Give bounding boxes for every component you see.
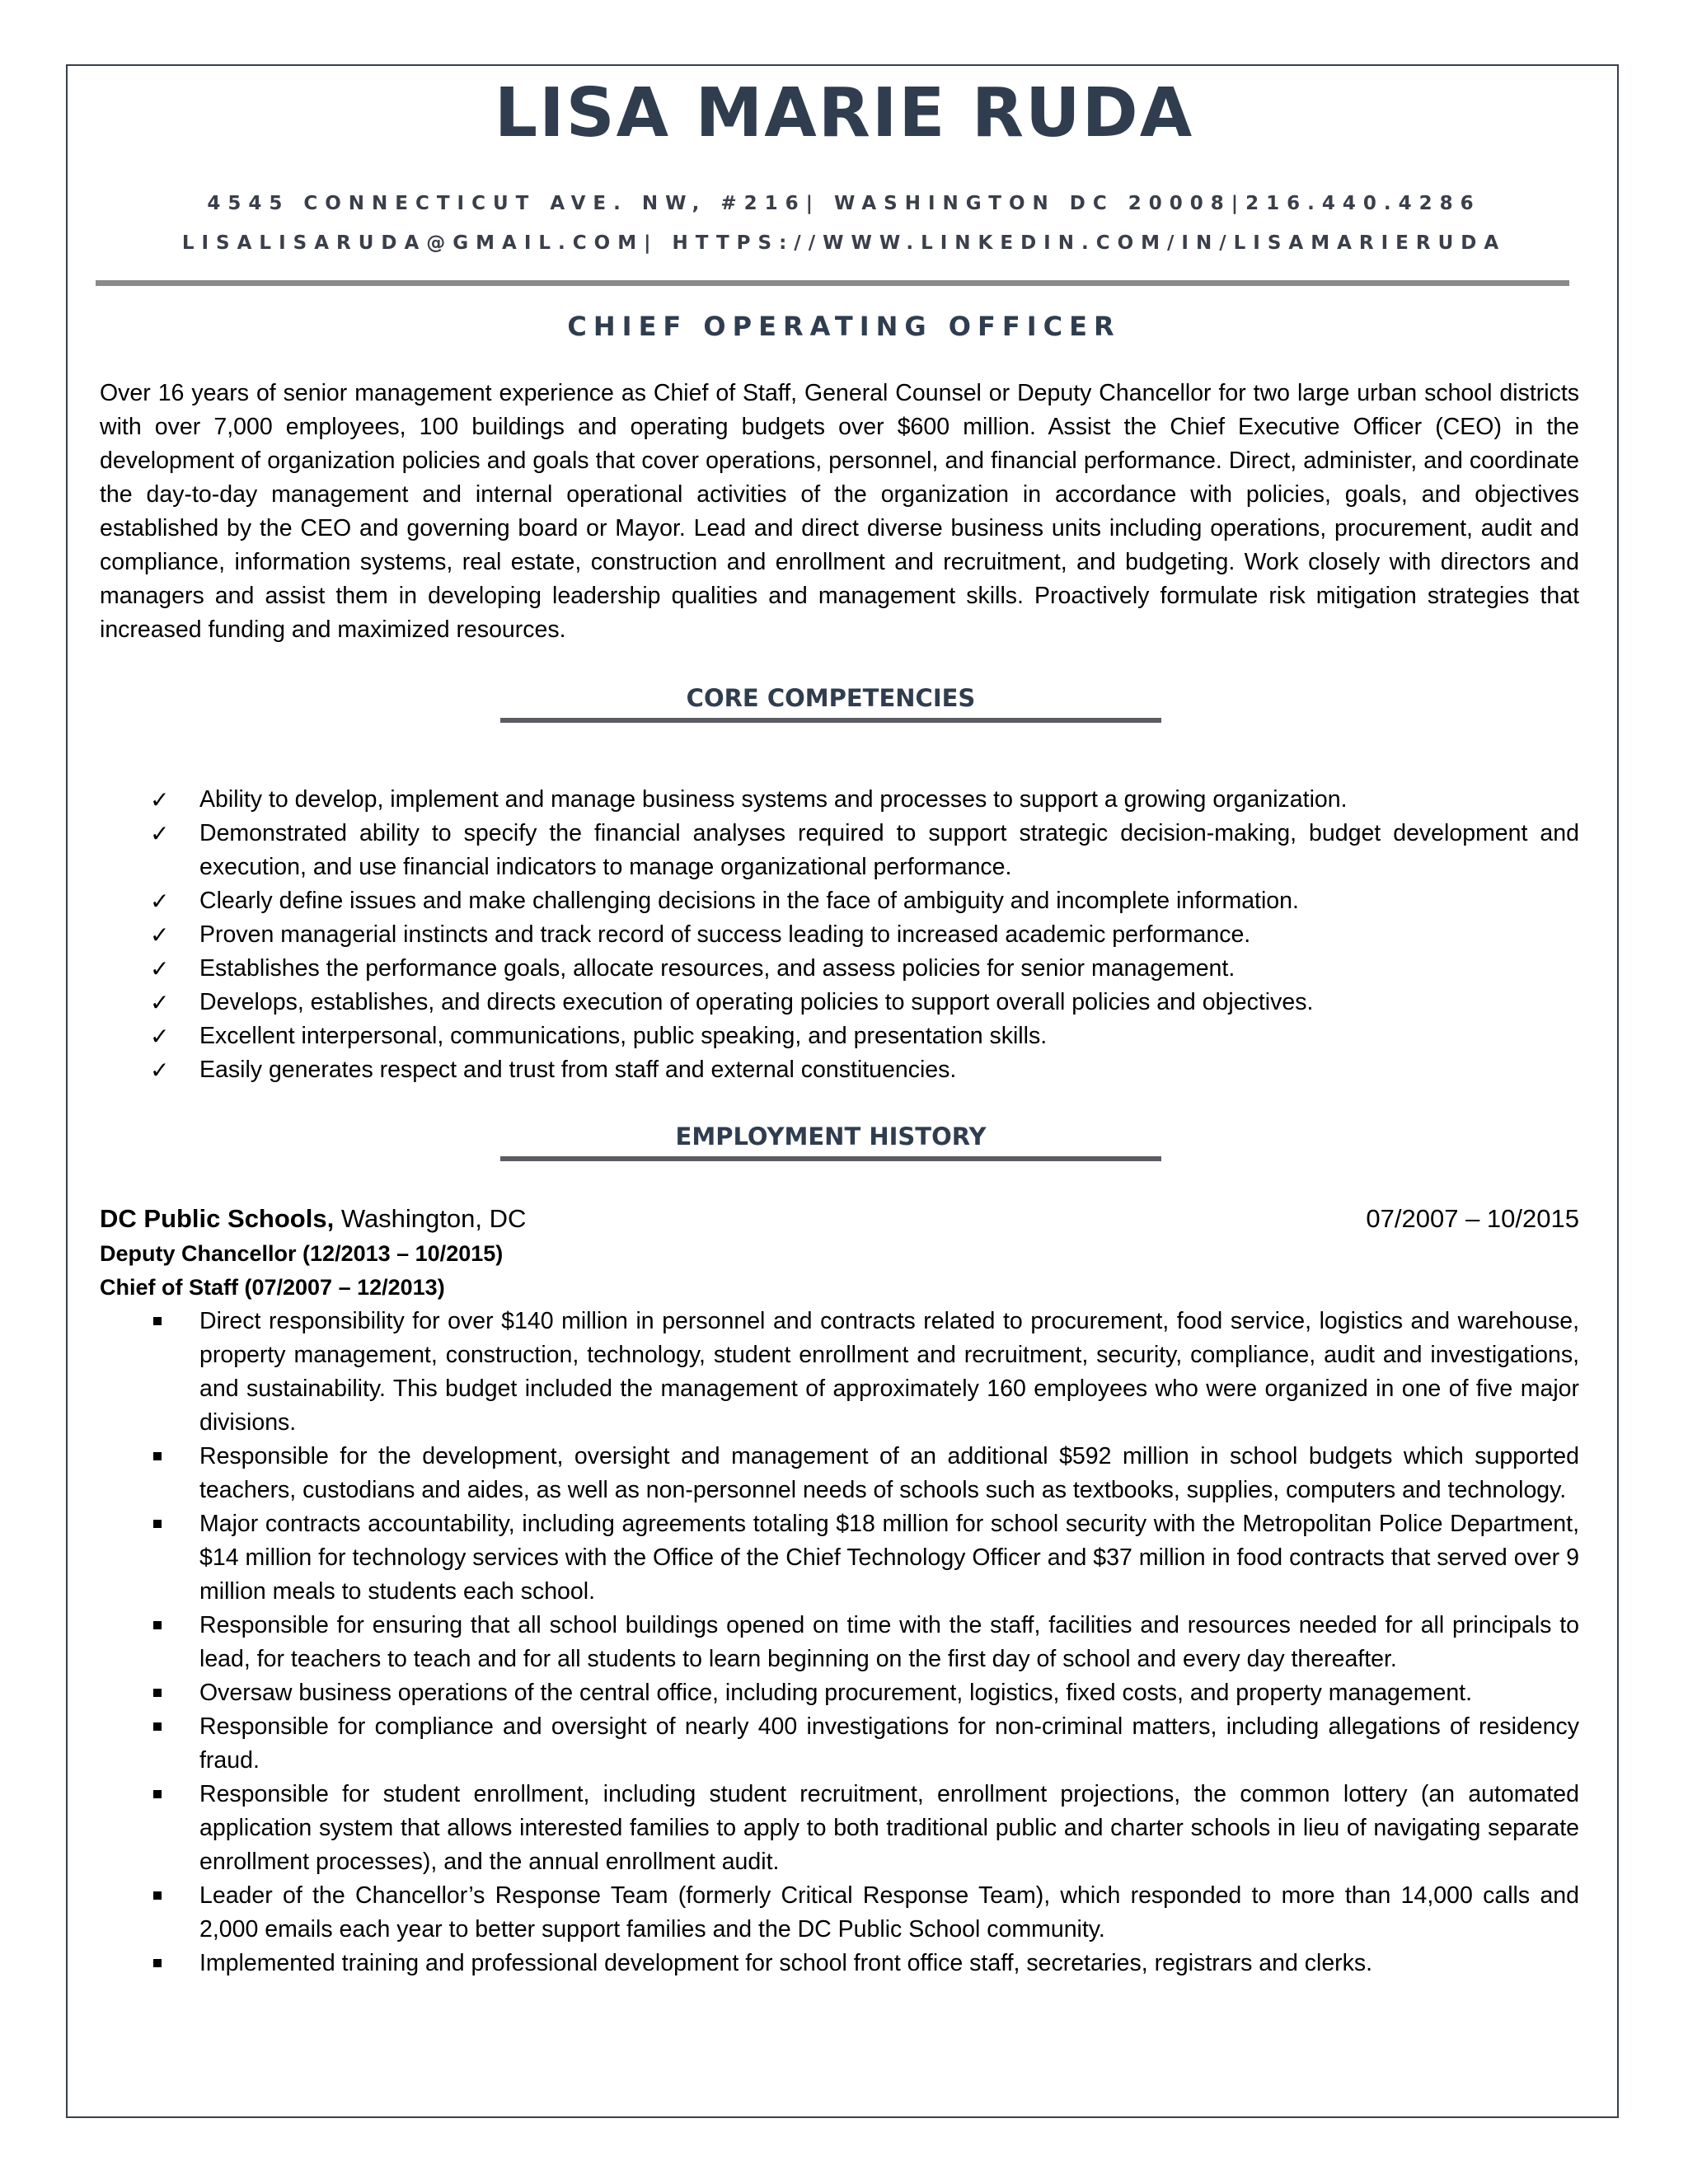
employment-dates: 07/2007 – 10/2015 (1366, 1204, 1579, 1233)
competency-text: Demonstrated ability to specify the financial analyses required to support strategic decision-making, budget development and execution, and use financial indicators to manage organizational performance. (199, 820, 1579, 880)
square-bullet-icon (153, 1891, 162, 1900)
list-item (100, 884, 1579, 918)
list-item (100, 1676, 1579, 1710)
employer-line (100, 1201, 1579, 1237)
competency-text: Excellent interpersonal, communications, public speaking, and presentation skills. (199, 1023, 1048, 1049)
square-bullet-icon (153, 1452, 162, 1460)
candidate-name: LISA MARIE RUDA (494, 74, 1194, 152)
check-icon: ✓ (150, 921, 170, 949)
square-bullet-icon (153, 1520, 162, 1528)
employment-history-heading: EMPLOYMENT HISTORY (675, 1122, 987, 1151)
list-item (100, 952, 1579, 986)
duty-text: Leader of the Chancellor’s Response Team (formerly Critical Response Team), which responded to more than 14,000 calls and 2,000 emails each year to better support families and the DC Public School community. (199, 1882, 1579, 1943)
list-item (100, 1507, 1579, 1609)
list-item (100, 1947, 1579, 1980)
square-bullet-icon (153, 1689, 162, 1697)
duty-text: Responsible for the development, oversight and management of an additional $592 million in school budgets which supported teachers, custodians and aides, as well as non-personnel needs of schools such as textbooks, supplies, computers and technology. (199, 1443, 1579, 1503)
employer-name: DC Public Schools, (100, 1204, 335, 1233)
duties-list (100, 1305, 1579, 1980)
list-item (100, 1305, 1579, 1440)
list-item (100, 1053, 1579, 1087)
duty-text: Direct responsibility for over $140 million in personnel and contracts related to procurement, food service, logistics and warehouse, property management, construction, technology, student enrollment and recruitment, security, compliance, audit and investigations, and sustainability. This budget included the management of approximately 160 employees who were organized in one of five major divisions. (199, 1308, 1579, 1436)
square-bullet-icon (153, 1621, 162, 1629)
role-deputy-chancellor: Deputy Chancellor (12/2013 – 10/2015) (100, 1241, 504, 1266)
competency-text: Establishes the performance goals, allocate resources, and assess policies for senior management. (199, 955, 1236, 982)
summary-paragraph: Over 16 years of senior management experience as Chief of Staff, General Counsel or Deputy Chancellor for two large urban school districts with over 7,000 employees, 100 buildings and operating budgets over $600 million. Assist the Chief Executive Officer (CEO) in the development of organization policies and goals that cover operations, personnel, and financial performance. Direct, administer, and coordinate the day-to-day management and internal operational activities of the organization in accordance with policies, goals, and objectives established by the CEO and governing board or Mayor. Lead and direct diverse business units including operations, procurement, audit and compliance, information systems, real estate, construction and enrollment and recruitment, and budgeting. Work closely with directors and managers and assist them in developing leadership qualities and management skills. Proactively formulate risk mitigation strategies that increased funding and maximized resources. (100, 380, 1579, 643)
duty-text: Responsible for compliance and oversight of nearly 400 investigations for non-criminal matters, including allegations of residency fraud. (199, 1713, 1579, 1774)
employer-location: Washington, DC (334, 1204, 527, 1233)
competency-text: Proven managerial instincts and track record of success leading to increased academic performance. (199, 921, 1251, 948)
square-bullet-icon (153, 1790, 162, 1798)
list-item (100, 986, 1579, 1019)
job-title: CHIEF OPERATING OFFICER (567, 311, 1121, 342)
list-item (100, 918, 1579, 952)
employment-history-divider (500, 1156, 1161, 1161)
duty-text: Oversaw business operations of the central office, including procurement, logistics, fixed costs, and property management. (199, 1680, 1473, 1706)
duty-text: Responsible for ensuring that all school buildings opened on time with the staff, facilities and resources needed for all principals to lead, for teachers to teach and for all students to learn beginning on the first day of school and every day thereafter. (199, 1612, 1579, 1672)
square-bullet-icon (153, 1317, 162, 1325)
list-item (100, 1879, 1579, 1947)
check-icon: ✓ (150, 989, 170, 1016)
list-item (100, 1710, 1579, 1778)
check-icon: ✓ (150, 820, 170, 847)
list-item (100, 817, 1579, 884)
core-competencies-heading: CORE COMPETENCIES (686, 684, 976, 712)
check-icon: ✓ (150, 786, 170, 813)
list-item (100, 1609, 1579, 1676)
core-competencies-divider (500, 718, 1161, 723)
duty-text: Responsible for student enrollment, including student recruitment, enrollment projections, the common lottery (an automated application system that allows interested families to apply to both traditional public and charter schools in lieu of navigating separate enrollment processes), and the annual enrollment audit. (199, 1781, 1579, 1875)
list-item (100, 1440, 1579, 1507)
header-divider (96, 280, 1569, 286)
check-icon: ✓ (150, 888, 170, 915)
duty-text: Implemented training and professional development for school front office staff, secretaries, registrars and clerks. (199, 1950, 1373, 1976)
list-item (100, 783, 1579, 817)
check-icon: ✓ (150, 1057, 170, 1084)
competency-text: Develops, establishes, and directs execution of operating policies to support overall policies and objectives. (199, 989, 1314, 1015)
square-bullet-icon (153, 1959, 162, 1967)
duty-text: Major contracts accountability, including agreements totaling $18 million for school security with the Metropolitan Police Department, $14 million for technology services with the Office of the Chief Technology Officer and $37 million in food contracts that served over 9 million meals to students each school. (199, 1511, 1579, 1605)
check-icon: ✓ (150, 1023, 170, 1050)
contact-address-phone: 4545 CONNECTICUT AVE. NW, #216| WASHINGTON DC 20008|216.440.4286 (207, 193, 1481, 214)
role-chief-of-staff: Chief of Staff (07/2007 – 12/2013) (100, 1275, 445, 1300)
list-item (100, 1019, 1579, 1053)
competency-text: Easily generates respect and trust from staff and external constituencies. (199, 1057, 957, 1083)
check-icon: ✓ (150, 955, 170, 982)
competency-text: Ability to develop, implement and manage business systems and processes to support a growing organization. (199, 786, 1348, 813)
competencies-list (100, 783, 1579, 1087)
list-item (100, 1778, 1579, 1879)
square-bullet-icon (153, 1722, 162, 1731)
contact-email-linkedin: LISALISARUDA@GMAIL.COM| HTTPS://WWW.LINKEDIN.COM/IN/LISAMARIERUDA (181, 232, 1507, 254)
competency-text: Clearly define issues and make challenging decisions in the face of ambiguity and incomplete information. (199, 888, 1299, 914)
